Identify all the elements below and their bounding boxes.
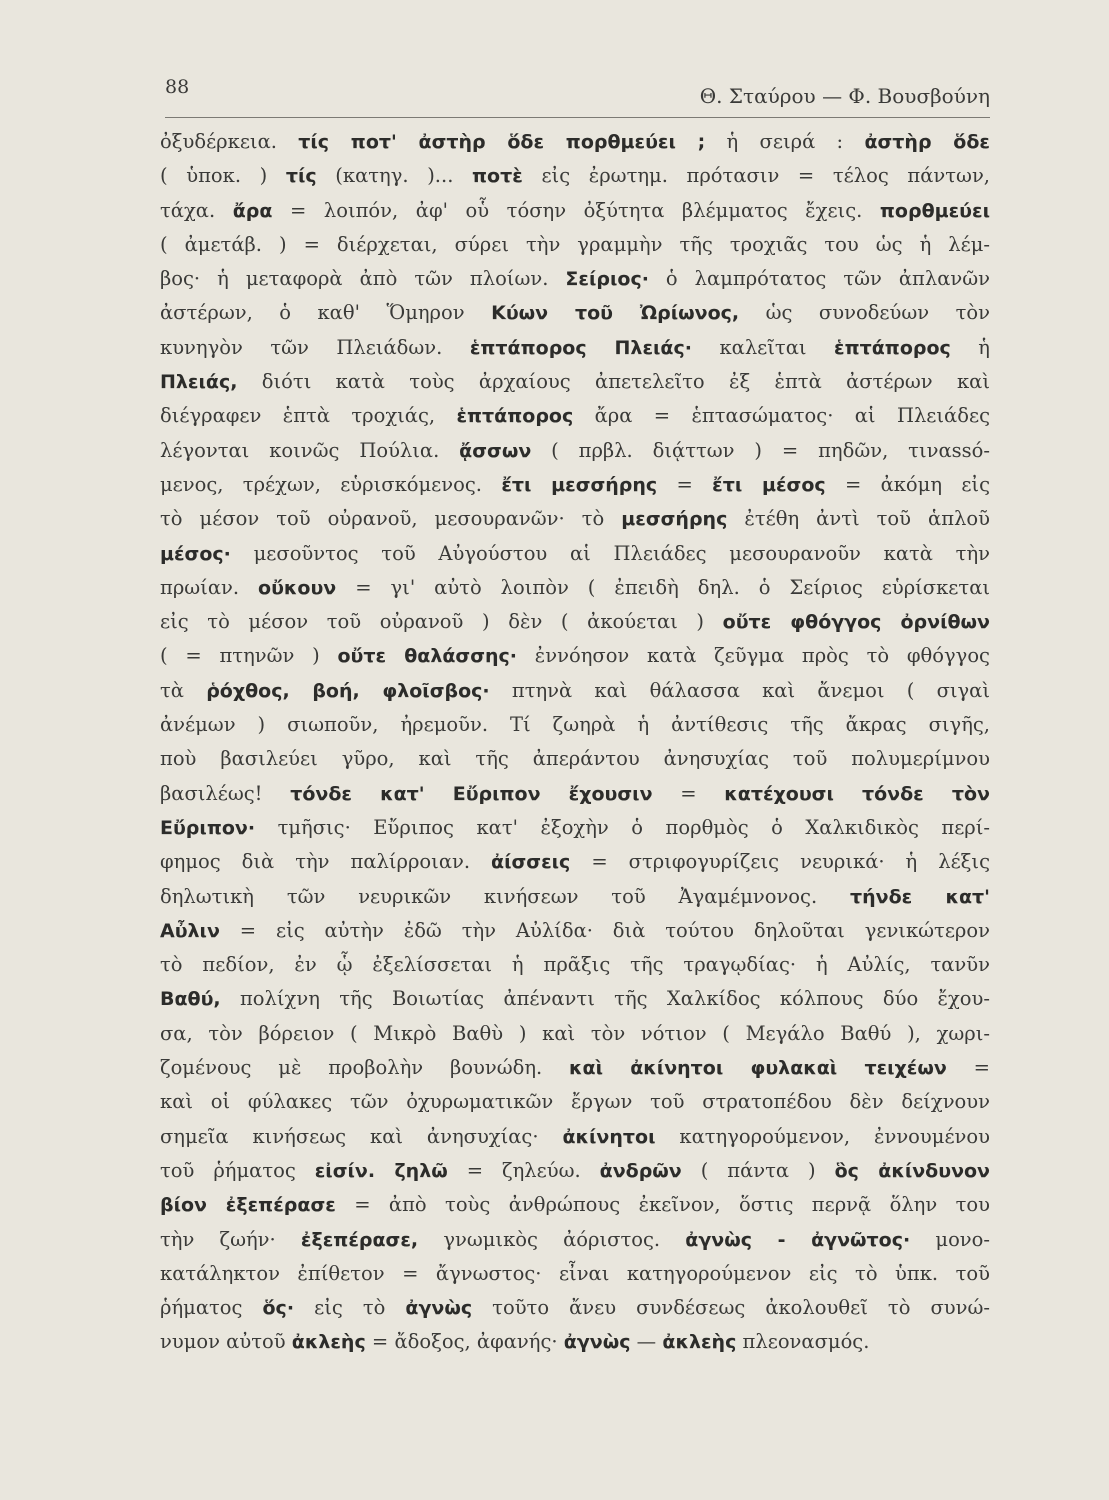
lemma-term: μεσσήρης bbox=[621, 508, 728, 531]
gloss-text: = bbox=[946, 1056, 991, 1080]
gloss-text: ποὺ βασιλεύει γῦρο, καὶ τῆς ἀπεράντου ἀνησυχίας τοῦ πολυμερίμνου bbox=[160, 747, 990, 771]
text-line bbox=[160, 674, 990, 708]
text-line bbox=[160, 914, 990, 948]
gloss-text: = bbox=[652, 781, 725, 805]
lemma-term: τόνδε κατ' Εὔριπον ἔχουσιν bbox=[290, 782, 653, 805]
gloss-text: = ζηλεύω. bbox=[447, 1158, 600, 1182]
text-line bbox=[160, 194, 990, 228]
gloss-text: = ἀπὸ τοὺς ἀνθρώπους ἐκεῖνον, ὅστις περνᾷ ὅλην του bbox=[335, 1193, 990, 1217]
gloss-text: κυνηγὸν τῶν Πλειάδων. bbox=[160, 335, 470, 359]
lemma-term: ἀγνὼς bbox=[405, 1297, 473, 1320]
text-line bbox=[160, 1257, 990, 1291]
gloss-text: ἡ bbox=[950, 335, 990, 359]
gloss-text: ὁ λαμπρότατος τῶν ἀπλανῶν bbox=[648, 267, 990, 291]
text-line bbox=[160, 1154, 990, 1188]
gloss-text: ἀστέρων, ὁ καθ' Ὅμηρον bbox=[160, 301, 492, 325]
text-line bbox=[160, 468, 990, 502]
gloss-text: πρωίαν. bbox=[160, 575, 259, 599]
gloss-text: λέγονται κοινῶς Πούλια. bbox=[160, 438, 460, 462]
lemma-term: Βαθύ, bbox=[160, 988, 221, 1011]
text-line bbox=[160, 262, 990, 296]
lemma-term: ἀστὴρ ὅδε bbox=[864, 131, 990, 153]
lemma-term: οὔκουν bbox=[258, 576, 337, 599]
text-line bbox=[160, 296, 990, 330]
gloss-text: = εἰς αὐτὴν ἐδῶ τὴν Αὐλίδα· διὰ τούτου δηλοῦται γενικώτερον bbox=[219, 918, 990, 942]
gloss-text: — bbox=[630, 1330, 663, 1354]
gloss-text: πλεονασμός. bbox=[736, 1330, 870, 1354]
gloss-text: σα, τὸν βόρειον ( Μικρὸ Βαθὺ ) καὶ τὸν νότιον ( Μεγάλο Βαθύ ), χωρι- bbox=[160, 1021, 990, 1045]
header-rule bbox=[165, 117, 990, 118]
gloss-text: τοῦτο ἄνευ συνδέσεως ἀκολουθεῖ τὸ συνώ- bbox=[472, 1296, 990, 1320]
gloss-text: τάχα. bbox=[160, 198, 233, 222]
lemma-term: ἔτι μέσος bbox=[712, 473, 826, 496]
lemma-term: Πλειάς, bbox=[160, 371, 238, 394]
gloss-text: = bbox=[657, 472, 713, 496]
page-header bbox=[165, 70, 990, 110]
gloss-text: ζομένους μὲ προβολὴν βουνώδη. bbox=[160, 1056, 570, 1080]
text-line bbox=[160, 845, 990, 879]
lemma-term: ἀίσσεις bbox=[491, 851, 571, 874]
gloss-text: εἰς ἐρωτημ. πρότασιν = τέλος πάντων, bbox=[522, 164, 990, 188]
lemma-term: Σείριος· bbox=[565, 268, 649, 291]
lemma-term: Εὔριπον· bbox=[160, 816, 256, 839]
lemma-term: ἑπτάπορος bbox=[456, 405, 574, 428]
gloss-text: = γι' αὐτὸ λοιπὸν ( ἐπειδὴ δηλ. ὁ Σείριος εὑρίσκεται bbox=[336, 575, 991, 599]
text-line bbox=[160, 228, 990, 262]
gloss-text: εἰς τὸ μέσον τοῦ οὐρανοῦ ) δὲν ( ἀκούεται ) bbox=[160, 610, 723, 634]
gloss-text: ( πάντα ) bbox=[681, 1158, 835, 1182]
text-line bbox=[160, 742, 990, 776]
lemma-term: ὅς· bbox=[262, 1297, 295, 1320]
text-line bbox=[160, 125, 990, 159]
gloss-text: βος· ἡ μεταφορὰ ἀπὸ τῶν πλοίων. bbox=[160, 267, 566, 291]
text-line bbox=[160, 708, 990, 742]
gloss-text: = λοιπόν, ἀφ' οὗ τόσην ὀξύτητα βλέμματος ἔχεις. bbox=[272, 198, 880, 222]
gloss-text: ῥήματος bbox=[160, 1296, 263, 1320]
gloss-text: ὀξυδέρκεια. bbox=[160, 130, 299, 153]
gloss-text: ἐννόησον κατὰ ζεῦγμα πρὸς τὸ φθόγγος bbox=[517, 644, 990, 668]
text-line bbox=[160, 1325, 990, 1359]
text-line bbox=[160, 1291, 990, 1325]
gloss-text: μεσοῦντος τοῦ Αὐγούστου αἱ Πλειάδες μεσουρανοῦν κατὰ τὴν bbox=[230, 541, 990, 565]
gloss-text: (κατηγ. )... bbox=[316, 164, 473, 188]
text-line bbox=[160, 948, 990, 982]
gloss-text: ὡς συνοδεύων τὸν bbox=[739, 301, 990, 325]
gloss-text: ἄρα = ἑπτασώματος· αἱ Πλειάδες bbox=[573, 404, 990, 428]
lemma-term: κατέχουσι τόνδε τὸν bbox=[724, 782, 990, 805]
gloss-text: καὶ οἱ φύλακες τῶν ὀχυρωματικῶν ἔργων τοῦ στρατοπέδου δὲν δείχνουν bbox=[160, 1090, 990, 1114]
gloss-text: εἰς τὸ bbox=[294, 1296, 406, 1320]
gloss-text: βασιλέως! bbox=[160, 781, 291, 805]
lemma-term: Αὖλιν bbox=[160, 919, 220, 942]
gloss-text: ( = πτηνῶν ) bbox=[160, 644, 338, 668]
running-head: Θ. Σταύρου — Φ. Βουσβούνη bbox=[699, 84, 990, 108]
lemma-term: ῥόχθος, βοή, φλοῖσβος· bbox=[206, 679, 490, 702]
lemma-term: ᾄσσων bbox=[459, 439, 532, 462]
gloss-text: τμῆσις· Εὔριπος κατ' ἐξοχὴν ὁ πορθμὸς ὁ Χαλκιδικὸς περί- bbox=[255, 815, 990, 839]
text-line bbox=[160, 365, 990, 399]
gloss-text: μενος, τρέχων, εὑρισκόμενος. bbox=[160, 472, 502, 496]
gloss-text: τὸ μέσον τοῦ οὐρανοῦ, μεσουρανῶν· τὸ bbox=[160, 507, 622, 531]
text-line bbox=[160, 1017, 990, 1051]
lemma-term: ἀκλεὴς bbox=[291, 1331, 366, 1354]
lemma-term: οὔτε θαλάσσης· bbox=[337, 645, 518, 668]
gloss-text: κατηγορούμενον, ἐννουμένου bbox=[655, 1124, 991, 1148]
lemma-term: ἑπτάπορος Πλειάς· bbox=[469, 336, 692, 359]
lemma-term: καὶ ἀκίνητοι φυλακαὶ τειχέων bbox=[569, 1057, 947, 1080]
gloss-text: δηλωτικὴ τῶν νευρικῶν κινήσεων τοῦ Ἀγαμέμνονος. bbox=[160, 884, 851, 908]
text-line bbox=[160, 434, 990, 468]
text-line bbox=[160, 331, 990, 365]
gloss-text: ἡ σειρά : bbox=[705, 130, 865, 153]
text-line bbox=[160, 1051, 990, 1085]
lemma-term: ποτὲ bbox=[472, 165, 523, 188]
gloss-text: μονο- bbox=[910, 1227, 990, 1251]
text-line bbox=[160, 811, 990, 845]
gloss-text: ( ὑποκ. ) bbox=[160, 164, 286, 188]
text-line bbox=[160, 159, 990, 193]
lemma-term: τίς bbox=[285, 165, 317, 188]
lemma-term: ἐξεπέρασε, bbox=[300, 1228, 419, 1251]
gloss-text: τοῦ ῥήματος bbox=[160, 1158, 315, 1182]
lemma-term: βίον ἐξεπέρασε bbox=[160, 1194, 336, 1217]
text-line bbox=[160, 1085, 990, 1119]
lemma-term: ὃς ἀκίνδυνον bbox=[834, 1159, 991, 1182]
lemma-term: μέσος· bbox=[160, 542, 231, 565]
gloss-text: πολίχνη τῆς Βοιωτίας ἀπέναντι τῆς Χαλκίδος κόλπους δύο ἔχου- bbox=[220, 987, 990, 1011]
text-line bbox=[160, 639, 990, 673]
text-line bbox=[160, 982, 990, 1016]
lemma-term: ἀγνὼς - ἀγνῶτος· bbox=[685, 1228, 911, 1251]
gloss-text: διέγραφεν ἑπτὰ τροχιάς, bbox=[160, 404, 457, 428]
text-line bbox=[160, 502, 990, 536]
gloss-text: γνωμικὸς ἀόριστος. bbox=[418, 1227, 686, 1251]
gloss-text: ( πρβλ. διᾴττων ) = πηδῶν, τιναssό- bbox=[531, 438, 990, 462]
gloss-text: νυμον αὐτοῦ bbox=[160, 1330, 292, 1354]
gloss-text: τὴν ζωήν· bbox=[160, 1227, 301, 1251]
text-line bbox=[160, 1223, 990, 1257]
lemma-term: οὔτε φθόγγος ὀρνίθων bbox=[722, 611, 990, 634]
gloss-text: = στριφογυρίζεις νευρικά· ἡ λέξις bbox=[570, 850, 990, 874]
gloss-text: τὰ bbox=[160, 678, 207, 702]
gloss-text: = ἄδοξος, ἀφανής· bbox=[365, 1330, 564, 1354]
lemma-term: τήνδε κατ' bbox=[850, 885, 990, 908]
lemma-term: ἀκίνητοι bbox=[562, 1125, 656, 1148]
gloss-text: ἀνέμων ) σιωποῦν, ἠρεμοῦν. Τί ζωηρὰ ἡ ἀντίθεσις τῆς ἄκρας σιγῆς, bbox=[160, 713, 990, 737]
lemma-term: ἀνδρῶν bbox=[599, 1159, 682, 1182]
text-line bbox=[160, 1120, 990, 1154]
gloss-text: κατάληκτον ἐπίθετον = ἄγνωστος· εἶναι κατηγορούμενον εἰς τὸ ὑπκ. τοῦ bbox=[160, 1261, 990, 1285]
lemma-term: ἀκλεὴς bbox=[662, 1331, 737, 1354]
text-line bbox=[160, 571, 990, 605]
lemma-term: εἰσίν. ζηλῶ bbox=[314, 1159, 448, 1182]
lemma-term: ἔτι μεσσήρης bbox=[501, 473, 658, 496]
lemma-term: Κύων τοῦ Ὠρίωνος, bbox=[491, 302, 740, 325]
gloss-text: φημος διὰ τὴν παλίρροιαν. bbox=[160, 850, 492, 874]
gloss-text: πτηνὰ καὶ θάλασσα καὶ ἄνεμοι ( σιγαὶ bbox=[489, 678, 990, 702]
text-line bbox=[160, 399, 990, 433]
gloss-text: = ἀκόμη εἰς bbox=[825, 472, 990, 496]
gloss-text: καλεῖται bbox=[691, 335, 835, 359]
text-line bbox=[160, 605, 990, 639]
gloss-text: ἐτέθη ἀντὶ τοῦ ἁπλοῦ bbox=[727, 507, 990, 531]
lemma-term: ἄρα bbox=[232, 199, 273, 222]
lemma-term: ἀγνὼς bbox=[563, 1331, 631, 1354]
gloss-text: ( ἀμετάβ. ) = διέρχεται, σύρει τὴν γραμμὴν τῆς τροχιᾶς του ὡς ἡ λέμ- bbox=[160, 232, 990, 256]
lemma-term: τίς ποτ' ἀστὴρ ὅδε πορθμεύει ; bbox=[298, 131, 706, 153]
lemma-term: ἑπτάπορος bbox=[834, 336, 951, 359]
gloss-text: διότι κατὰ τοὺς ἀρχαίους ἀπετελεῖτο ἐξ ἑπτὰ ἀστέρων καὶ bbox=[237, 370, 990, 394]
gloss-text: τὸ πεδίον, ἐν ᾧ ἐξελίσσεται ἡ πρᾶξις τῆς τραγῳδίας· ἡ Αὐλίς, τανῦν bbox=[160, 953, 990, 977]
text-line bbox=[160, 880, 990, 914]
text-line bbox=[160, 777, 990, 811]
text-line bbox=[160, 1188, 990, 1222]
gloss-text: σημεῖα κινήσεως καὶ ἀνησυχίας· bbox=[160, 1124, 563, 1148]
commentary-text bbox=[160, 125, 990, 1360]
lemma-term: πορθμεύει bbox=[879, 199, 990, 222]
text-line bbox=[160, 537, 990, 571]
page-number: 88 bbox=[165, 76, 190, 98]
